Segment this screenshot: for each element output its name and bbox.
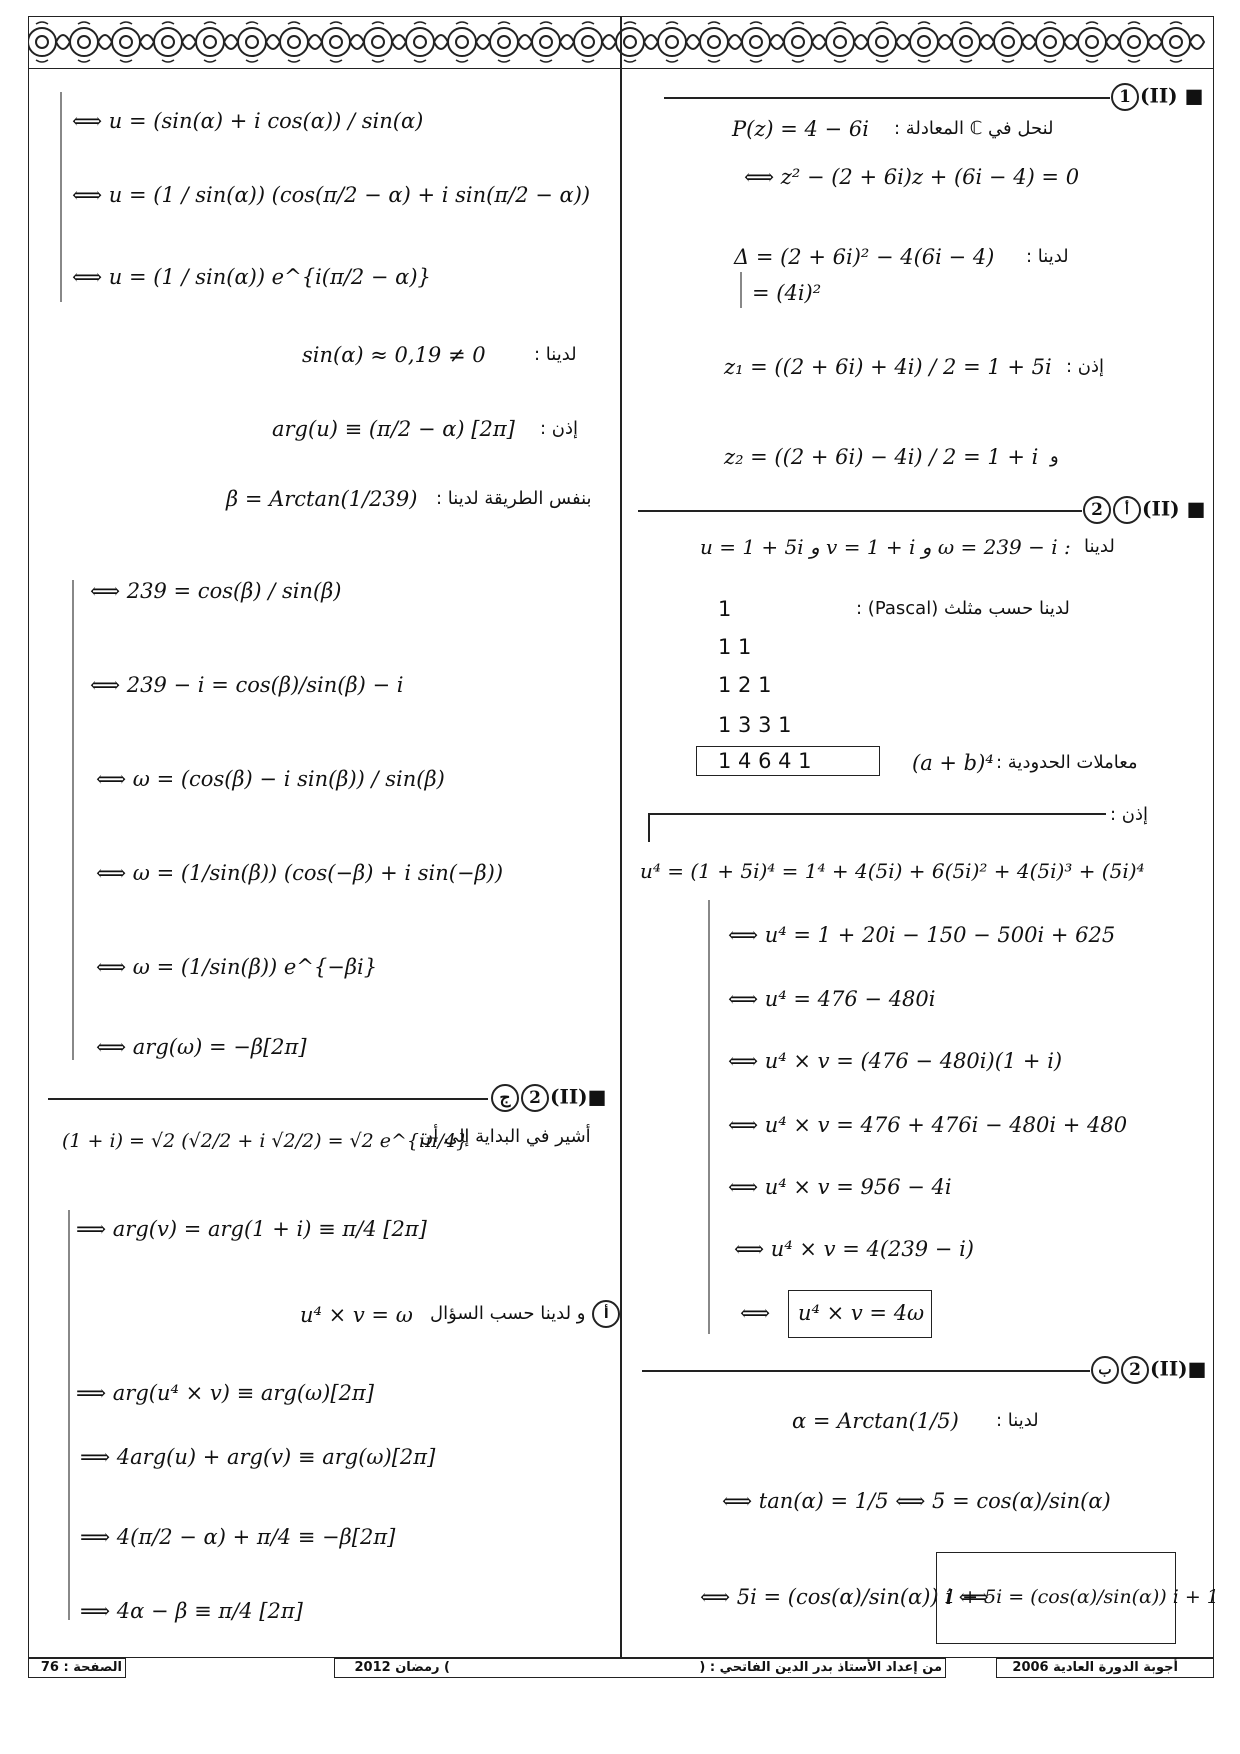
section-rule [664,97,1110,99]
implication-bracket [68,1210,70,1620]
math-line: ⟺ u⁴ × v = (476 − 480i)(1 + i) [728,1049,1063,1073]
math-line: ⟺ ω = (1/sin(β)) (cos(−β) + i sin(−β)) [96,861,504,885]
section-circle: أ [1113,496,1141,524]
section-circle: 2 [1083,496,1111,524]
math-line: ⟺ 5i = (cos(α)/sin(α)) i ⟺ [700,1585,989,1609]
section-rule [648,813,1106,815]
math-line: arg(u) ≡ (π/2 − α) [2π] [272,417,515,441]
section-rule [638,510,1082,512]
column-divider [620,16,622,1658]
math-line: Δ = (2 + 6i)² − 4(6i − 4) [734,245,995,269]
math-line: (a + b)⁴ [912,751,994,775]
pascal-row: 1 1 [718,635,752,659]
square-bullet: ■ [1187,1356,1207,1381]
arabic-text: معاملات الحدودية : [996,752,1138,773]
section-header [1090,1356,1207,1384]
section-label: (II) [1142,496,1180,521]
section-label: (II) [1150,1356,1188,1381]
math-line: ⟺ u⁴ × v = 476 + 476i − 480i + 480 [728,1113,1128,1137]
math-line: ⟺ ω = (cos(β) − i sin(β)) / sin(β) [96,767,445,791]
math-line: ⟹ 4arg(u) + arg(v) ≡ arg(ω)[2π] [80,1445,436,1469]
pascal-row: 1 3 3 1 [718,713,792,737]
math-line: ⟺ u = (sin(α) + i cos(α)) / sin(α) [72,109,424,133]
math-line: (1 + i) = √2 (√2/2 + i √2/2) = √2 e^{iπ/4} [62,1130,469,1152]
section-rule [48,1098,488,1100]
math-line: ⟺ u⁴ × v = 4(239 − i) [734,1237,974,1261]
footer-page: الصفحة : 76 [40,1660,122,1675]
section-circle: ج [491,1084,519,1112]
math-line: ⟹ 4(π/2 − α) + π/4 ≡ −β[2π] [80,1525,396,1549]
math-line: u⁴ × v = 4ω [798,1301,925,1325]
math-line: ⟺ u⁴ = 476 − 480i [728,987,936,1011]
section-label: (II) [1140,83,1178,108]
math-line: ⟺ ω = (1/sin(β)) e^{−βi} [96,955,378,979]
arabic-ref: و لدينا حسب السؤال [430,1303,586,1324]
math-line: P(z) = 4 − 6i [732,117,869,141]
arabic-text: لدينا : [534,344,577,365]
section-circle: ب [1091,1356,1119,1384]
arabic-text: أشير في البداية إلى أن [420,1126,591,1147]
arabic-text: بنفس الطريقة لدينا : [436,488,592,509]
arabic-text: لدينا : [996,1410,1039,1431]
math-line: ⟺ tan(α) = 1/5 ⟺ 5 = cos(α)/sin(α) [722,1489,1111,1513]
math-line: ⟺ arg(ω) = −β[2π] [96,1035,307,1059]
square-bullet: ■ [1186,496,1206,521]
math-line: 1 + 5i = (cos(α)/sin(α)) i + 1 [944,1586,1219,1608]
math-line: ⟺ 239 = cos(β) / sin(β) [90,579,342,603]
math-line: ⟺ u = (1 / sin(α)) e^{i(π/2 − α)} [72,265,431,289]
equivalence-bracket [708,900,710,1334]
math-line: z₁ = ((2 + 6i) + 4i) / 2 = 1 + 5i [724,355,1052,379]
section-circle: 2 [1121,1356,1149,1384]
footer-title: أجوبة الدورة العادية 2006 [1012,1660,1178,1675]
section-circle: 2 [521,1084,549,1112]
equivalence-bracket [72,580,74,1060]
arabic-text: لدينا [1084,536,1115,557]
math-line: ⟺ [740,1301,771,1325]
math-line: ⟹ arg(v) = arg(1 + i) ≡ π/4 [2π] [76,1217,427,1241]
math-line: α = Arctan(1/5) [792,1409,959,1433]
arabic-text: إذن : [1110,804,1149,825]
math-line: u = 1 + 5i و v = 1 + i و ω = 239 − i : [700,535,1071,559]
arabic-text: لدينا حسب مثلث (Pascal) : [856,598,1070,619]
arabic-text: إذن : [540,418,579,439]
square-bullet: ■ [1184,83,1204,108]
math-line: β = Arctan(1/239) [226,487,418,511]
math-line: u⁴ = (1 + 5i)⁴ = 1⁴ + 4(5i) + 6(5i)² + 4(5i)³ + (5i)⁴ [640,859,1145,883]
footer-author: من إعداد الأستاذ بدر الدين الفاتحي : ( [699,1660,942,1675]
bracket-tick [648,814,650,842]
equivalence-bracket [60,92,62,302]
footer-date: ) رمضان 2012 [354,1660,450,1675]
section-header [490,1084,607,1112]
arabic-text [430,1300,621,1328]
math-line: ⟺ 239 − i = cos(β)/sin(β) − i [90,673,404,697]
pascal-row: 1 [718,597,732,621]
math-line: ⟺ z² − (2 + 6i)z + (6i − 4) = 0 [744,165,1080,189]
section-label: (II) [550,1084,588,1109]
section-circle: 1 [1111,83,1139,111]
math-line: ⟺ u = (1 / sin(α)) (cos(π/2 − α) + i sin(π/2 − α)) [72,183,591,207]
arabic-text: إذن : [1066,356,1105,377]
math-line: z₂ = ((2 + 6i) − 4i) / 2 = 1 + i [724,445,1039,469]
math-line: ⟺ u⁴ = 1 + 20i − 150 − 500i + 625 [728,923,1116,947]
section-header [1110,83,1204,111]
question-circle: أ [592,1300,620,1328]
pascal-row: 1 2 1 [718,673,772,697]
math-line: ⟹ arg(u⁴ × v) ≡ arg(ω)[2π] [76,1381,374,1405]
pascal-row: 1 4 6 4 1 [718,749,812,773]
math-line: = (4i)² [752,281,822,305]
math-line: ⟹ 4α − β ≡ π/4 [2π] [80,1599,303,1623]
math-line: sin(α) ≈ 0,19 ≠ 0 [302,343,486,367]
arabic-text: لنحل في ℂ المعادلة : [894,118,1054,139]
section-header [1082,496,1206,524]
arabic-text: و [1050,446,1059,467]
square-bullet: ■ [587,1084,607,1109]
section-rule [642,1370,1090,1372]
arabic-text: لدينا : [1026,246,1069,267]
equivalence-bracket [740,272,742,308]
math-line: u⁴ × v = ω [300,1303,413,1327]
math-line: ⟺ u⁴ × v = 956 − 4i [728,1175,952,1199]
